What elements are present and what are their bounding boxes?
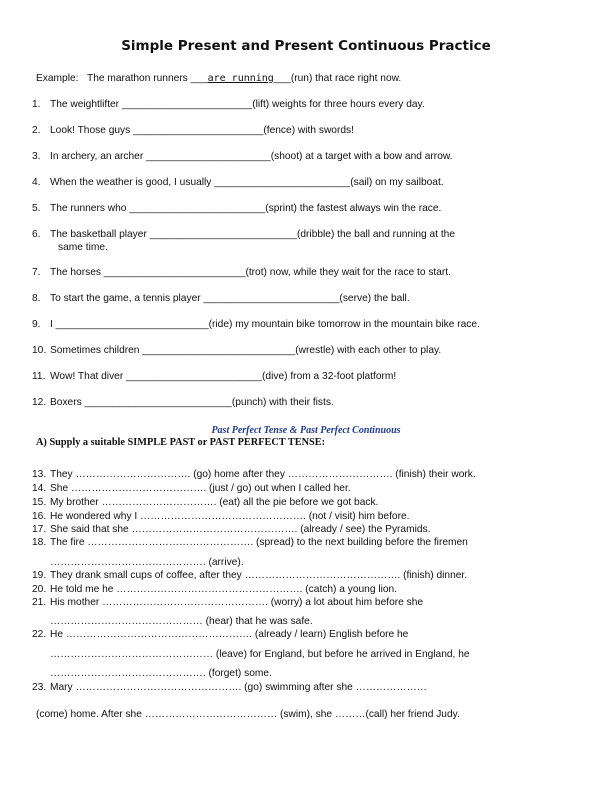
exercise-text: Mary …………………………………………. (go) swimming after she ………………… bbox=[50, 682, 427, 693]
exercise-number: 21. bbox=[32, 597, 47, 608]
exercise-item bbox=[32, 497, 378, 509]
exercise-item bbox=[32, 570, 467, 582]
question-item bbox=[32, 202, 441, 215]
question-item bbox=[32, 266, 451, 279]
exercise-number: 16. bbox=[32, 511, 47, 522]
question-number: 10. bbox=[32, 345, 47, 356]
question-text: The runners who ________________________(sprint) the fastest always win the race. bbox=[50, 203, 442, 214]
exercise-text: They ……………………………. (go) home after they …………………………. (finish) their work. bbox=[50, 469, 476, 480]
question-item bbox=[32, 228, 455, 254]
example-answer: are running bbox=[207, 73, 274, 84]
question-number: 3. bbox=[32, 151, 41, 162]
question-number: 11. bbox=[32, 371, 46, 382]
exercise-text: He told me he ………………………………………………. (catch) a young lion. bbox=[50, 584, 398, 595]
question-number: 6. bbox=[32, 229, 41, 240]
question-text: The basketball player __________________________(dribble) the ball and running at the bbox=[50, 229, 455, 240]
question-item bbox=[32, 124, 354, 137]
question-item bbox=[32, 370, 396, 383]
question-item bbox=[32, 318, 480, 331]
example-label: Example: bbox=[36, 73, 79, 84]
example-after: ___(run) that race right now. bbox=[273, 73, 402, 84]
question-number: 4. bbox=[32, 177, 41, 188]
question-number: 5. bbox=[32, 203, 41, 214]
question-item bbox=[32, 150, 453, 163]
question-number: 12. bbox=[32, 397, 47, 408]
exercise-text: ………………………………………… (leave) for England, but before he arrived in England, he bbox=[50, 649, 470, 660]
question-text: In archery, an archer ______________________(shoot) at a target with a bow and arrow. bbox=[50, 151, 453, 162]
question-continuation: same time. bbox=[58, 242, 108, 253]
question-text: The weightlifter _______________________(lift) weights for three hours every day. bbox=[50, 99, 425, 110]
exercise-number: 17. bbox=[32, 524, 47, 535]
exercise-number: 23. bbox=[32, 682, 47, 693]
exercise-text: The fire …………………………………………. (spread) to the next building before the firemen bbox=[50, 537, 468, 548]
question-item bbox=[32, 344, 441, 357]
question-text: Wow! That diver ________________________(dive) from a 32-foot platform! bbox=[50, 371, 397, 382]
exercise-text: ………………………………………. (arrive). bbox=[50, 557, 244, 568]
question-text: When the weather is good, I usually ________________________(sail) on my sailboat. bbox=[50, 177, 444, 188]
exercise-text: My brother ……………………………. (eat) all the pie before we got back. bbox=[50, 497, 379, 508]
exercise-text: He wondered why I …………………………………………. (not / visit) him before. bbox=[50, 511, 410, 522]
example-line bbox=[36, 72, 401, 85]
question-number: 9. bbox=[32, 319, 41, 330]
exercise-number: 22. bbox=[32, 629, 47, 640]
example-before: The marathon runners ___ bbox=[86, 73, 208, 84]
question-text: I ___________________________(ride) my mountain bike tomorrow in the mountain bike race. bbox=[50, 319, 480, 330]
exercise-text: His mother …………………………………………. (worry) a lot about him before she bbox=[50, 597, 424, 608]
exercise-item bbox=[32, 483, 351, 495]
exercise-item bbox=[32, 511, 409, 523]
question-item bbox=[32, 176, 444, 189]
exercise-number: 20. bbox=[32, 584, 47, 595]
exercise-item bbox=[32, 584, 397, 596]
exercise-text: ………………………………………. (forget) some. bbox=[50, 668, 272, 679]
question-number: 7. bbox=[32, 267, 41, 278]
exercise-number: 13. bbox=[32, 469, 47, 480]
exercise-continuation bbox=[50, 649, 470, 661]
exercise-item bbox=[32, 537, 468, 549]
exercise-number: 19. bbox=[32, 570, 47, 581]
question-number: 8. bbox=[32, 293, 41, 304]
question-item bbox=[32, 98, 425, 111]
exercise-item bbox=[32, 682, 427, 694]
final-line: (come) home. After she ………………………………… (swim), she ………(call) her friend Judy. bbox=[36, 709, 460, 720]
exercise-text: They drank small cups of coffee, after they ………………………………………. (finish) dinner. bbox=[50, 570, 468, 581]
section-instructions: A) Supply a suitable SIMPLE PAST or PAST PERFECT TENSE: bbox=[36, 437, 326, 448]
question-item bbox=[32, 292, 410, 305]
exercise-continuation bbox=[50, 668, 272, 680]
exercise-item bbox=[32, 524, 430, 536]
page-title: Simple Present and Present Continuous Practice bbox=[121, 38, 491, 54]
exercise-item bbox=[32, 629, 408, 641]
exercise-number: 14. bbox=[32, 483, 47, 494]
exercise-number: 18. bbox=[32, 537, 47, 548]
question-item bbox=[32, 396, 334, 409]
exercise-item bbox=[32, 469, 476, 481]
section-title: Past Perfect Tense & Past Perfect Continuous bbox=[211, 425, 401, 436]
question-text: Sometimes children ___________________________(wrestle) with each other to play. bbox=[50, 345, 442, 356]
question-text: Look! Those guys _______________________(fence) with swords! bbox=[50, 125, 354, 136]
exercise-text: She …………………………………. (just / go) out when I called her. bbox=[50, 483, 351, 494]
question-text: The horses _________________________(trot) now, while they wait for the race to start. bbox=[50, 267, 451, 278]
exercise-item bbox=[32, 597, 423, 609]
exercise-continuation bbox=[50, 557, 244, 569]
question-text: To start the game, a tennis player ________________________(serve) the ball. bbox=[50, 293, 410, 304]
exercise-text: ……………………………………… (hear) that he was safe. bbox=[50, 616, 313, 627]
exercise-text: He ………………………………………………. (already / learn) English before he bbox=[50, 629, 409, 640]
exercise-number: 15. bbox=[32, 497, 47, 508]
question-number: 1. bbox=[32, 99, 41, 110]
question-number: 2. bbox=[32, 125, 41, 136]
question-text: Boxers __________________________(punch) with their fists. bbox=[50, 397, 334, 408]
exercise-continuation bbox=[50, 616, 313, 628]
exercise-text: She said that she …………………………………………. (already / see) the Pyramids. bbox=[50, 524, 431, 535]
